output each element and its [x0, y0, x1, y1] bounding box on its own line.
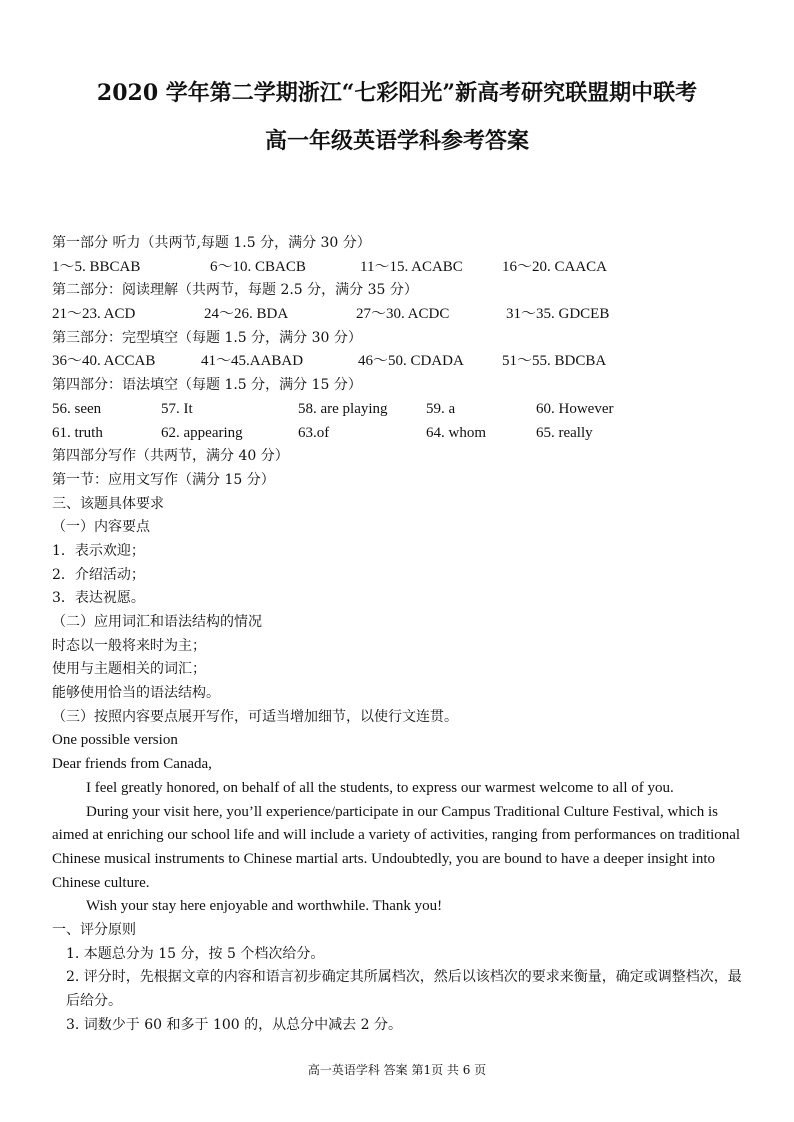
answer-group: 36～40. ACCAB — [52, 353, 156, 370]
answer-group: 1～5. BBCAB — [52, 258, 141, 275]
answer-group: 6～10. CBACB — [210, 258, 306, 275]
part4-answers-row2 — [52, 422, 752, 446]
answer-key-title: 高一年级英语学科参考答案 — [264, 128, 529, 154]
answer-group: 21～23. ACD — [52, 306, 136, 323]
exam-title: 2020 学年第二学期浙江“七彩阳光”新高考研究联盟期中联考 — [96, 80, 698, 106]
part2-answers — [52, 303, 752, 327]
part2-heading: 第二部分：阅读理解（共两节，每题 2.5 分，满分 35 分） — [52, 282, 418, 299]
scoring-item: 3. 词数少于 60 和多于 100 的，从总分中减去 2 分。 — [66, 1016, 402, 1033]
grammar-answer: 57. It — [161, 400, 193, 417]
requirements-heading: 三、该题具体要求 — [52, 495, 164, 512]
content-point: 1．表示欢迎； — [52, 542, 145, 559]
answer-group: 46～50. CDADA — [358, 353, 464, 370]
sample-essay — [52, 729, 752, 919]
grammar-answer: 59. a — [426, 400, 456, 417]
grammar-answer: 64. whom — [426, 424, 486, 441]
answer-group: 31～35. GDCEB — [506, 306, 610, 323]
writing-section1: 第一节：应用文写作（满分 15 分） — [52, 471, 275, 488]
answer-group: 24～26. BDA — [204, 306, 289, 323]
grammar-answer: 60. However — [536, 400, 614, 417]
sample-salutation: Dear friends from Canada, — [52, 756, 212, 773]
content-point: 3．表达祝愿。 — [52, 590, 145, 607]
part4-answers-row1 — [52, 398, 752, 422]
part1-heading: 第一部分 听力（共两节,每题 1.5 分，满分 30 分） — [52, 235, 371, 251]
grammar-answer: 65. really — [536, 424, 593, 441]
grammar-answer: 62. appearing — [161, 424, 243, 441]
vocab-item: 能够使用恰当的语法结构。 — [52, 685, 220, 702]
answer-group: 27～30. ACDC — [356, 306, 450, 323]
answer-group: 16～20. CAACA — [502, 258, 608, 275]
vocab-item: 使用与主题相关的词汇； — [52, 661, 206, 678]
content-point: 2．介绍活动； — [52, 566, 145, 583]
scoring-heading: 一、评分原则 — [52, 922, 136, 939]
grammar-answer: 61. truth — [52, 424, 103, 441]
expand-note: （三）按照内容要点展开写作，可适当增加细节，以使行文连贯。 — [52, 708, 458, 725]
scoring-item: 1. 本题总分为 15 分，按 5 个档次给分。 — [66, 945, 325, 962]
grammar-answer: 56. seen — [52, 400, 102, 417]
grammar-answer: 63.of — [298, 424, 330, 441]
vocab-heading: （二）应用词汇和语法结构的情况 — [52, 614, 262, 630]
answer-content — [52, 232, 752, 1038]
scoring-item: 2. 评分时，先根据文章的内容和语言初步确定其所属档次，然后以该档次的要求来衡量，确定或调整档次，最后给分。 — [66, 969, 742, 1010]
part1-answers — [52, 256, 752, 280]
answer-group: 11～15. ACABC — [360, 258, 463, 275]
part3-heading: 第三部分：完型填空（每题 1.5 分，满分 30 分） — [52, 329, 362, 346]
grammar-answer: 58. are playing — [298, 400, 388, 417]
answer-group: 51～55. BDCBA — [502, 353, 607, 370]
page-footer: 高一英语学科 答案 第1页 共 6 页 — [307, 1063, 487, 1077]
content-points-heading: （一）内容要点 — [52, 519, 150, 536]
sample-paragraph-2: During your visit here, you’ll experience/participate in our Campus Traditional Culture Festival, which is aimed at enriching our school life and will include a variety of activities, ranging from performances on traditional Chinese musical instruments to Chinese martial arts. Undoubtedly, you are bound to have a deeper insight into Chinese culture. — [52, 803, 741, 891]
sample-label: One possible version — [52, 732, 178, 749]
answer-group: 41～45.AABAD — [201, 353, 304, 370]
sample-paragraph-3: Wish your stay here enjoyable and worthwhile. Thank you! — [86, 898, 443, 915]
part3-answers — [52, 350, 752, 374]
vocab-item: 时态以一般将来时为主； — [52, 637, 206, 654]
sample-paragraph-1: I feel greatly honored, on behalf of all the students, to express our warmest welcome to all of you. — [86, 779, 674, 796]
part4-heading: 第四部分：语法填空（每题 1.5 分，满分 15 分） — [52, 377, 362, 394]
writing-heading: 第四部分写作（共两节，满分 40 分） — [52, 448, 289, 465]
